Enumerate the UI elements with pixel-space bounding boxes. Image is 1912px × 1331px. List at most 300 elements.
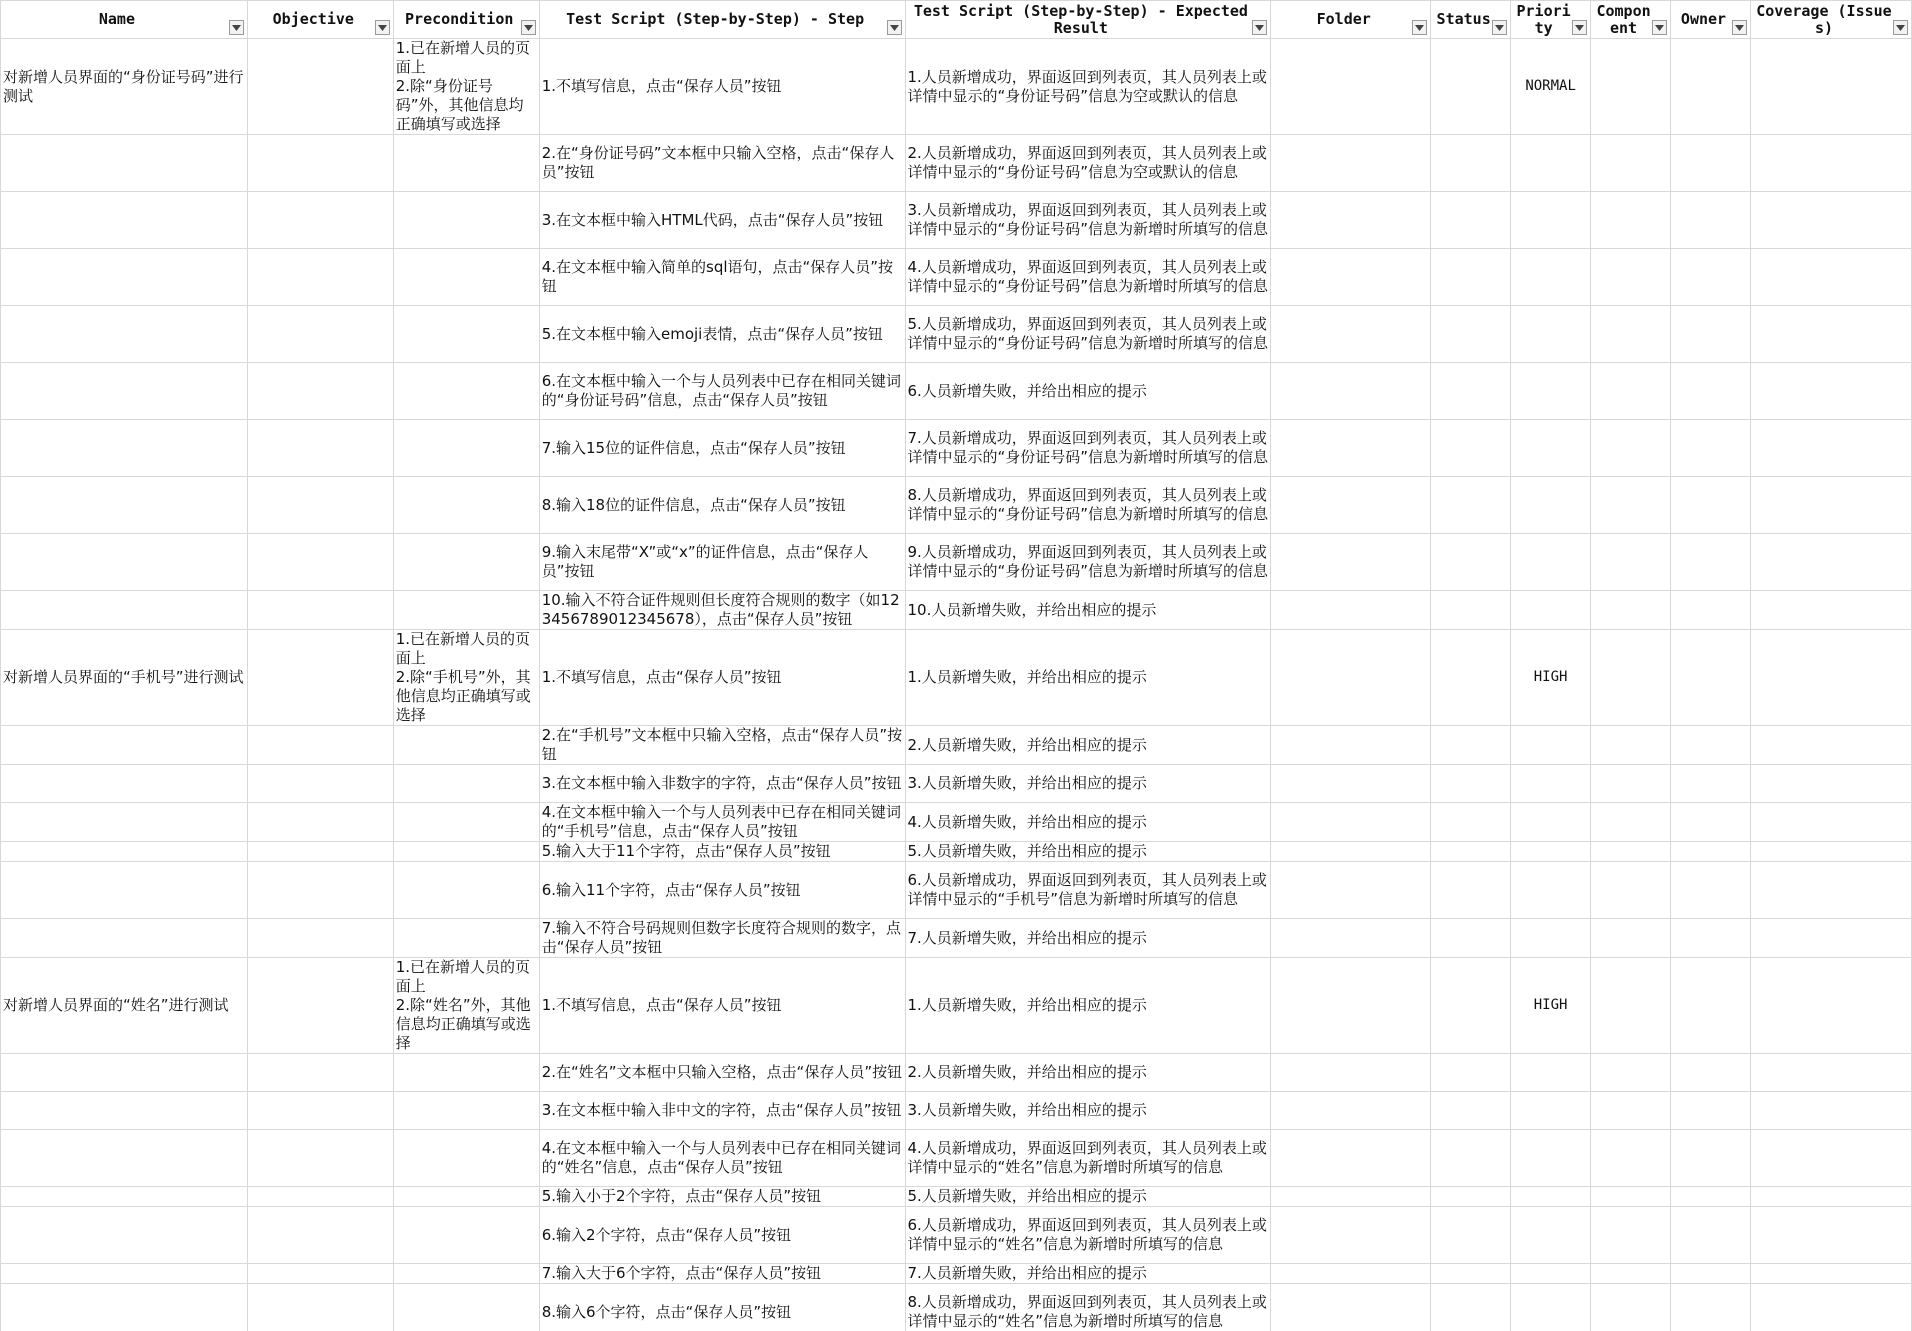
cell-objective[interactable] [247,534,393,591]
column-header-owner[interactable] [1671,1,1751,39]
cell-folder[interactable] [1271,842,1431,862]
cell-owner[interactable] [1671,39,1751,135]
cell-expected-result[interactable] [905,1187,1271,1207]
cell-owner[interactable] [1671,958,1751,1054]
cell-step[interactable] [539,765,905,803]
cell-priority[interactable] [1511,630,1591,726]
cell-folder[interactable] [1271,1264,1431,1284]
cell-folder[interactable] [1271,249,1431,306]
cell-status[interactable] [1431,534,1511,591]
column-header-folder[interactable] [1271,1,1431,39]
cell-step[interactable] [539,726,905,765]
cell-precondition[interactable] [393,842,539,862]
cell-status[interactable] [1431,842,1511,862]
column-header-coverage[interactable] [1750,1,1911,39]
cell-step[interactable] [539,630,905,726]
cell-status[interactable] [1431,630,1511,726]
cell-priority[interactable] [1511,249,1591,306]
cell-step[interactable] [539,1054,905,1092]
cell-precondition[interactable] [393,1054,539,1092]
cell-component[interactable] [1591,192,1671,249]
cell-folder[interactable] [1271,306,1431,363]
filter-dropdown-icon[interactable] [375,20,390,35]
cell-step[interactable] [539,1092,905,1130]
cell-precondition[interactable] [393,477,539,534]
cell-expected-result[interactable] [905,862,1271,919]
cell-expected-result[interactable] [905,420,1271,477]
cell-expected-result[interactable] [905,1130,1271,1187]
cell-component[interactable] [1591,1130,1671,1187]
cell-folder[interactable] [1271,1207,1431,1264]
cell-priority[interactable] [1511,363,1591,420]
cell-component[interactable] [1591,1054,1671,1092]
cell-name[interactable] [1,135,248,192]
cell-owner[interactable] [1671,862,1751,919]
cell-priority[interactable] [1511,958,1591,1054]
cell-objective[interactable] [247,1092,393,1130]
cell-expected-result[interactable] [905,958,1271,1054]
cell-folder[interactable] [1271,1187,1431,1207]
cell-objective[interactable] [247,630,393,726]
cell-objective[interactable] [247,765,393,803]
cell-name[interactable] [1,726,248,765]
cell-priority[interactable] [1511,862,1591,919]
cell-step[interactable] [539,477,905,534]
cell-objective[interactable] [247,1264,393,1284]
cell-component[interactable] [1591,726,1671,765]
cell-coverage[interactable] [1750,1284,1911,1331]
cell-expected-result[interactable] [905,306,1271,363]
cell-folder[interactable] [1271,1054,1431,1092]
filter-dropdown-icon[interactable] [1572,20,1587,35]
cell-expected-result[interactable] [905,477,1271,534]
cell-name[interactable] [1,630,248,726]
cell-name[interactable] [1,1092,248,1130]
cell-name[interactable] [1,306,248,363]
cell-folder[interactable] [1271,726,1431,765]
cell-priority[interactable] [1511,477,1591,534]
cell-folder[interactable] [1271,591,1431,630]
cell-step[interactable] [539,591,905,630]
filter-dropdown-icon[interactable] [1252,20,1267,35]
cell-precondition[interactable] [393,363,539,420]
cell-expected-result[interactable] [905,919,1271,958]
cell-coverage[interactable] [1750,862,1911,919]
cell-priority[interactable] [1511,842,1591,862]
cell-objective[interactable] [247,420,393,477]
cell-status[interactable] [1431,420,1511,477]
cell-coverage[interactable] [1750,1207,1911,1264]
cell-objective[interactable] [247,135,393,192]
cell-precondition[interactable] [393,534,539,591]
cell-objective[interactable] [247,306,393,363]
cell-owner[interactable] [1671,803,1751,842]
cell-coverage[interactable] [1750,363,1911,420]
cell-precondition[interactable] [393,192,539,249]
cell-coverage[interactable] [1750,1187,1911,1207]
cell-step[interactable] [539,306,905,363]
cell-objective[interactable] [247,1284,393,1331]
cell-expected-result[interactable] [905,249,1271,306]
cell-status[interactable] [1431,363,1511,420]
cell-priority[interactable] [1511,803,1591,842]
cell-objective[interactable] [247,919,393,958]
cell-owner[interactable] [1671,1207,1751,1264]
cell-coverage[interactable] [1750,135,1911,192]
cell-priority[interactable] [1511,1284,1591,1331]
cell-component[interactable] [1591,420,1671,477]
cell-objective[interactable] [247,591,393,630]
cell-name[interactable] [1,39,248,135]
cell-step[interactable] [539,135,905,192]
column-header-expected-result[interactable] [905,1,1271,39]
cell-owner[interactable] [1671,420,1751,477]
cell-objective[interactable] [247,39,393,135]
cell-coverage[interactable] [1750,591,1911,630]
cell-expected-result[interactable] [905,534,1271,591]
cell-coverage[interactable] [1750,1264,1911,1284]
cell-owner[interactable] [1671,363,1751,420]
cell-status[interactable] [1431,192,1511,249]
cell-folder[interactable] [1271,363,1431,420]
cell-owner[interactable] [1671,1054,1751,1092]
cell-component[interactable] [1591,919,1671,958]
cell-component[interactable] [1591,1264,1671,1284]
cell-objective[interactable] [247,1207,393,1264]
cell-owner[interactable] [1671,249,1751,306]
cell-expected-result[interactable] [905,363,1271,420]
cell-status[interactable] [1431,1092,1511,1130]
cell-coverage[interactable] [1750,192,1911,249]
cell-coverage[interactable] [1750,1130,1911,1187]
cell-owner[interactable] [1671,1092,1751,1130]
column-header-objective[interactable] [247,1,393,39]
cell-objective[interactable] [247,1054,393,1092]
cell-priority[interactable] [1511,1092,1591,1130]
cell-folder[interactable] [1271,477,1431,534]
cell-component[interactable] [1591,842,1671,862]
cell-name[interactable] [1,1054,248,1092]
cell-expected-result[interactable] [905,803,1271,842]
cell-owner[interactable] [1671,534,1751,591]
cell-status[interactable] [1431,39,1511,135]
cell-component[interactable] [1591,249,1671,306]
cell-priority[interactable] [1511,1054,1591,1092]
cell-name[interactable] [1,1284,248,1331]
cell-name[interactable] [1,958,248,1054]
cell-status[interactable] [1431,1187,1511,1207]
cell-step[interactable] [539,39,905,135]
cell-name[interactable] [1,477,248,534]
cell-folder[interactable] [1271,958,1431,1054]
cell-coverage[interactable] [1750,420,1911,477]
cell-objective[interactable] [247,842,393,862]
cell-objective[interactable] [247,1130,393,1187]
cell-step[interactable] [539,534,905,591]
cell-expected-result[interactable] [905,1264,1271,1284]
cell-expected-result-text: 7.人员新增成功，界面返回到列表页，其人员列表上或详情中显示的“身份证号码”信息为新增时所填写的信息 [907,429,1269,466]
cell-precondition[interactable] [393,630,539,726]
cell-name[interactable] [1,534,248,591]
cell-status[interactable] [1431,1284,1511,1331]
cell-component[interactable] [1591,803,1671,842]
cell-folder[interactable] [1271,1130,1431,1187]
cell-component[interactable] [1591,630,1671,726]
cell-folder[interactable] [1271,1092,1431,1130]
cell-component[interactable] [1591,591,1671,630]
cell-status[interactable] [1431,919,1511,958]
cell-status[interactable] [1431,765,1511,803]
cell-component[interactable] [1591,39,1671,135]
cell-coverage[interactable] [1750,958,1911,1054]
cell-name[interactable] [1,1264,248,1284]
cell-name[interactable] [1,919,248,958]
cell-priority[interactable] [1511,135,1591,192]
cell-name[interactable] [1,249,248,306]
cell-priority[interactable] [1511,1187,1591,1207]
cell-priority[interactable] [1511,919,1591,958]
cell-expected-result[interactable] [905,1054,1271,1092]
cell-name[interactable] [1,803,248,842]
filter-dropdown-icon[interactable] [1492,20,1507,35]
cell-expected-result[interactable] [905,39,1271,135]
cell-step[interactable] [539,1130,905,1187]
filter-dropdown-icon[interactable] [521,20,536,35]
cell-objective[interactable] [247,249,393,306]
cell-step[interactable] [539,192,905,249]
cell-coverage[interactable] [1750,765,1911,803]
cell-expected-result[interactable] [905,1284,1271,1331]
cell-expected-result[interactable] [905,1207,1271,1264]
cell-objective[interactable] [247,803,393,842]
cell-coverage[interactable] [1750,249,1911,306]
cell-owner[interactable] [1671,919,1751,958]
cell-name[interactable] [1,591,248,630]
cell-folder[interactable] [1271,39,1431,135]
cell-step[interactable] [539,363,905,420]
cell-coverage[interactable] [1750,39,1911,135]
cell-status[interactable] [1431,1264,1511,1284]
cell-expected-result[interactable] [905,135,1271,192]
cell-precondition[interactable] [393,726,539,765]
filter-dropdown-icon[interactable] [1732,20,1747,35]
cell-folder[interactable] [1271,420,1431,477]
cell-status[interactable] [1431,477,1511,534]
cell-status[interactable] [1431,862,1511,919]
cell-folder[interactable] [1271,862,1431,919]
cell-coverage[interactable] [1750,919,1911,958]
cell-priority[interactable] [1511,591,1591,630]
cell-name[interactable] [1,1207,248,1264]
cell-component[interactable] [1591,1284,1671,1331]
cell-owner[interactable] [1671,1264,1751,1284]
cell-priority[interactable] [1511,420,1591,477]
cell-priority[interactable] [1511,192,1591,249]
cell-precondition[interactable] [393,1284,539,1331]
cell-owner[interactable] [1671,1130,1751,1187]
cell-component[interactable] [1591,862,1671,919]
cell-priority[interactable] [1511,534,1591,591]
cell-step[interactable] [539,1187,905,1207]
cell-step[interactable] [539,249,905,306]
cell-objective[interactable] [247,958,393,1054]
cell-precondition[interactable] [393,591,539,630]
cell-objective[interactable] [247,192,393,249]
cell-component[interactable] [1591,765,1671,803]
cell-precondition-text: 1.已在新增人员的页面上 2.除“姓名”外，其他信息均正确填写或选择 [395,958,531,1052]
cell-status[interactable] [1431,958,1511,1054]
cell-owner[interactable] [1671,842,1751,862]
cell-folder[interactable] [1271,1284,1431,1331]
column-header-component[interactable] [1591,1,1671,39]
cell-status[interactable] [1431,1130,1511,1187]
cell-precondition[interactable] [393,135,539,192]
cell-status[interactable] [1431,1207,1511,1264]
cell-owner[interactable] [1671,726,1751,765]
cell-coverage[interactable] [1750,1092,1911,1130]
cell-folder[interactable] [1271,135,1431,192]
cell-owner[interactable] [1671,135,1751,192]
cell-priority[interactable] [1511,1264,1591,1284]
cell-step[interactable] [539,862,905,919]
cell-expected-result[interactable] [905,765,1271,803]
cell-coverage[interactable] [1750,842,1911,862]
cell-name[interactable] [1,1187,248,1207]
cell-objective[interactable] [247,862,393,919]
cell-component[interactable] [1591,135,1671,192]
cell-precondition[interactable] [393,420,539,477]
cell-folder[interactable] [1271,765,1431,803]
cell-priority[interactable] [1511,39,1591,135]
cell-status[interactable] [1431,135,1511,192]
column-header-name[interactable] [1,1,248,39]
cell-priority[interactable] [1511,1207,1591,1264]
cell-owner[interactable] [1671,1187,1751,1207]
cell-component[interactable] [1591,306,1671,363]
cell-folder[interactable] [1271,192,1431,249]
column-header-precondition[interactable] [393,1,539,39]
cell-precondition[interactable] [393,249,539,306]
cell-owner[interactable] [1671,630,1751,726]
cell-step[interactable] [539,803,905,842]
cell-precondition[interactable] [393,306,539,363]
cell-precondition[interactable] [393,39,539,135]
cell-coverage[interactable] [1750,1054,1911,1092]
cell-owner[interactable] [1671,591,1751,630]
cell-name[interactable] [1,765,248,803]
cell-component[interactable] [1591,1207,1671,1264]
cell-step[interactable] [539,1264,905,1284]
cell-step-text: 2.在“身份证号码”文本框中只输入空格，点击“保存人员”按钮 [541,144,895,181]
cell-priority[interactable] [1511,765,1591,803]
cell-component[interactable] [1591,1092,1671,1130]
cell-objective[interactable] [247,363,393,420]
cell-priority[interactable] [1511,1130,1591,1187]
cell-name[interactable] [1,862,248,919]
cell-status[interactable] [1431,803,1511,842]
cell-name[interactable] [1,192,248,249]
cell-expected-result[interactable] [905,726,1271,765]
cell-expected-result[interactable] [905,1092,1271,1130]
cell-folder[interactable] [1271,534,1431,591]
cell-owner[interactable] [1671,306,1751,363]
cell-component[interactable] [1591,363,1671,420]
filter-dropdown-icon[interactable] [887,20,902,35]
cell-folder[interactable] [1271,803,1431,842]
cell-owner[interactable] [1671,765,1751,803]
cell-precondition[interactable] [393,1207,539,1264]
cell-owner[interactable] [1671,477,1751,534]
cell-coverage[interactable] [1750,726,1911,765]
cell-status[interactable] [1431,249,1511,306]
cell-coverage[interactable] [1750,306,1911,363]
cell-coverage[interactable] [1750,803,1911,842]
cell-name[interactable] [1,1130,248,1187]
cell-folder[interactable] [1271,630,1431,726]
filter-dropdown-icon[interactable] [229,20,244,35]
column-header-status[interactable] [1431,1,1511,39]
cell-priority[interactable] [1511,726,1591,765]
cell-precondition[interactable] [393,1130,539,1187]
filter-dropdown-icon[interactable] [1412,20,1427,35]
cell-expected-result[interactable] [905,591,1271,630]
cell-coverage[interactable] [1750,630,1911,726]
cell-precondition[interactable] [393,1092,539,1130]
cell-status[interactable] [1431,306,1511,363]
cell-status[interactable] [1431,726,1511,765]
cell-coverage[interactable] [1750,477,1911,534]
cell-objective[interactable] [247,726,393,765]
cell-name[interactable] [1,842,248,862]
cell-owner[interactable] [1671,192,1751,249]
cell-component[interactable] [1591,534,1671,591]
cell-step[interactable] [539,1284,905,1331]
cell-objective[interactable] [247,477,393,534]
cell-component[interactable] [1591,1187,1671,1207]
column-header-priority[interactable] [1511,1,1591,39]
filter-dropdown-icon[interactable] [1652,20,1667,35]
filter-dropdown-icon[interactable] [1893,20,1908,35]
cell-precondition[interactable] [393,862,539,919]
cell-precondition[interactable] [393,1264,539,1284]
cell-name[interactable] [1,420,248,477]
cell-component[interactable] [1591,958,1671,1054]
cell-step[interactable] [539,958,905,1054]
cell-expected-result[interactable] [905,842,1271,862]
cell-status[interactable] [1431,1054,1511,1092]
cell-precondition[interactable] [393,1187,539,1207]
cell-owner[interactable] [1671,1284,1751,1331]
column-header-step[interactable] [539,1,905,39]
cell-expected-result[interactable] [905,630,1271,726]
cell-status[interactable] [1431,591,1511,630]
cell-step[interactable] [539,420,905,477]
cell-component[interactable] [1591,477,1671,534]
cell-step[interactable] [539,919,905,958]
cell-precondition[interactable] [393,919,539,958]
cell-precondition[interactable] [393,765,539,803]
cell-objective[interactable] [247,1187,393,1207]
cell-priority[interactable] [1511,306,1591,363]
cell-step[interactable] [539,1207,905,1264]
cell-folder[interactable] [1271,919,1431,958]
cell-expected-result[interactable] [905,192,1271,249]
cell-name[interactable] [1,363,248,420]
cell-step[interactable] [539,842,905,862]
cell-precondition[interactable] [393,958,539,1054]
cell-coverage[interactable] [1750,534,1911,591]
cell-precondition[interactable] [393,803,539,842]
